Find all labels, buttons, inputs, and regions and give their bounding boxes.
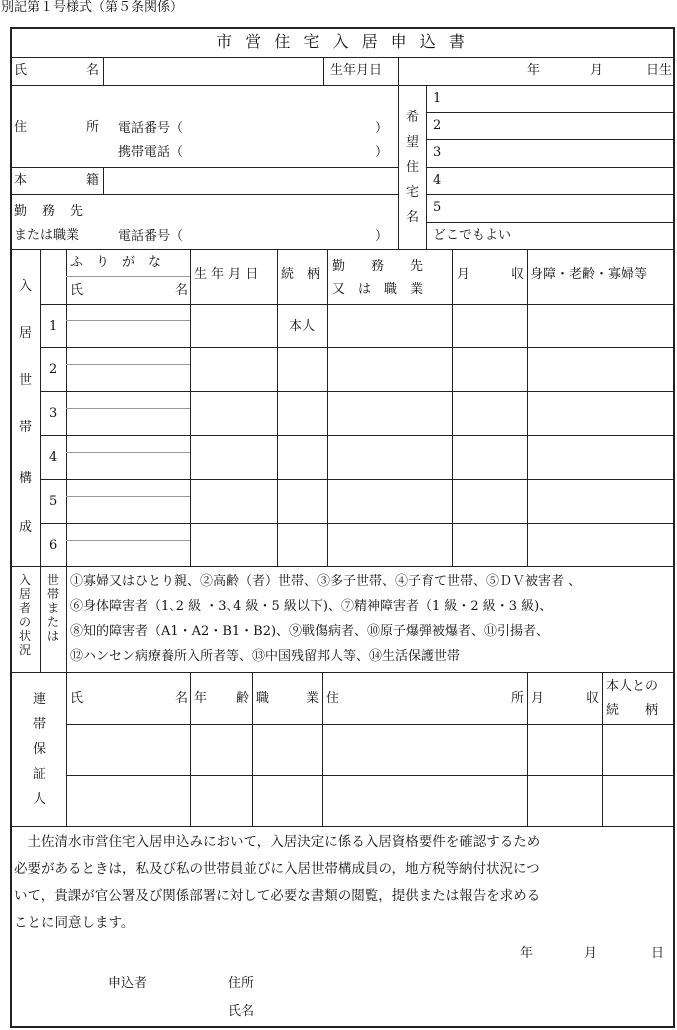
consent-date-year: 年 <box>520 946 534 961</box>
g-hdr-age-1: 年 <box>194 691 208 706</box>
household-row-5: 5 <box>49 494 58 509</box>
address-label-2: 所 <box>86 120 100 135</box>
g-hdr-job-2: 業 <box>306 691 320 706</box>
consent-line-2: 必要があるときは，私及び私の世帯員並びに入居世帯構成員の，地方税等納付状況につ <box>14 861 540 877</box>
signer-name-label: 氏名 <box>228 1004 255 1019</box>
name-input[interactable] <box>105 59 321 83</box>
signer-address-label: 住所 <box>228 976 255 991</box>
status-line-4: ⑫ハンセン病療養所入所者等、⑬中国残留邦人等、⑭生活保護世帯 <box>70 649 461 664</box>
status-line-3: ⑧知的障害者（A1・A2・B1・B2)、⑨戦傷病者、⑩原子爆弾被爆者、⑪引揚者、 <box>70 624 550 639</box>
desired-option-4[interactable]: 4 <box>433 173 442 188</box>
hdr-relation: 続 柄 <box>281 267 321 282</box>
household-row-2: 2 <box>49 362 58 377</box>
self-relation: 本人 <box>289 319 316 334</box>
hdr-dob: 生 年 月 日 <box>194 267 259 282</box>
consent-line-1: 土佐清水市営住宅入居申込みにおいて，入居決定に係る入居資格要件を確認するため <box>14 834 541 850</box>
work-label-line2: または職業 <box>14 228 80 243</box>
g-hdr-name-2: 名 <box>175 691 189 706</box>
domicile-label-1: 本 <box>14 173 28 188</box>
household-row-4: 4 <box>49 450 58 465</box>
household-row-6: 6 <box>49 538 58 553</box>
g-hdr-age-2: 齢 <box>236 691 250 706</box>
applicant-label: 申込者 <box>108 976 148 991</box>
desired-option-1[interactable]: 1 <box>433 91 442 106</box>
consent-line-4: ことに同意します。 <box>14 915 135 931</box>
desired-option-5[interactable]: 5 <box>433 200 442 215</box>
dob-label: 生年月日 <box>330 63 383 78</box>
hdr-income-1: 月 <box>457 267 471 282</box>
household-row-3: 3 <box>49 406 58 421</box>
hdr-status: 身障・老齢・寡婦等 <box>530 267 648 282</box>
desired-option-any[interactable]: どこでもよい <box>433 228 512 243</box>
desired-option-2[interactable]: 2 <box>433 118 442 133</box>
household-row-1: 1 <box>49 319 58 334</box>
status-line-1: ①寡婦又はひとり親、②高齢（者）世帯、③多子世帯、④子育て世帯、⑤ＤＶ被害者 、 <box>70 574 582 589</box>
work-label-line1: 勤 務 先 <box>14 204 85 219</box>
hdr-work-line2: 又 は 職 業 <box>332 282 424 297</box>
g-hdr-income-1: 月 <box>531 691 545 706</box>
dob-year: 年 <box>527 63 541 78</box>
phone-close: ） <box>375 121 389 136</box>
name-label-1: 氏 <box>14 63 28 78</box>
phone-label: 電話番号（ <box>118 121 184 136</box>
consent-date-month: 月 <box>584 946 598 961</box>
address-label-1: 住 <box>14 120 28 135</box>
g-hdr-name-1: 氏 <box>70 691 84 706</box>
g-hdr-address-1: 住 <box>326 691 340 706</box>
g-hdr-job-1: 職 <box>256 691 270 706</box>
form-title: 市 営 住 宅 入 居 申 込 書 <box>216 32 469 51</box>
g-hdr-relation-line2: 続 柄 <box>606 703 659 718</box>
mobile-close: ） <box>375 145 389 160</box>
work-phone-close: ） <box>375 229 389 244</box>
dob-day: 日生 <box>646 63 673 78</box>
g-hdr-relation-line1: 本人との <box>606 679 659 694</box>
domicile-label-2: 籍 <box>86 173 100 188</box>
dob-month: 月 <box>590 63 604 78</box>
hdr-name-1: 氏 <box>70 283 84 298</box>
domicile-input[interactable] <box>105 169 395 193</box>
hdr-furigana: ふ り が な <box>70 255 162 270</box>
work-phone-label: 電話番号（ <box>118 229 184 244</box>
desired-option-3[interactable]: 3 <box>433 145 442 160</box>
hdr-name-2: 名 <box>175 283 189 298</box>
address-input[interactable] <box>105 87 395 117</box>
status-line-2: ⑥身体障害者（1､2 級 ・3､4 級・5 級以下)、⑦精神障害者（1 級・2 級・3 級)、 <box>70 599 553 614</box>
mobile-label: 携帯電話（ <box>118 145 184 160</box>
g-hdr-address-2: 所 <box>511 691 525 706</box>
consent-date-day: 日 <box>651 946 665 961</box>
name-label-2: 名 <box>86 63 100 78</box>
hdr-work-line1: 勤 務 先 <box>332 259 424 274</box>
header-note: 別記第１号様式（第５条関係） <box>1 0 184 15</box>
hdr-income-2: 収 <box>511 267 525 282</box>
consent-line-3: いて，貴課が官公署及び関係部署に対して必要な書類の閲覧，提供または報告を求める <box>14 888 541 904</box>
g-hdr-income-2: 収 <box>586 691 600 706</box>
